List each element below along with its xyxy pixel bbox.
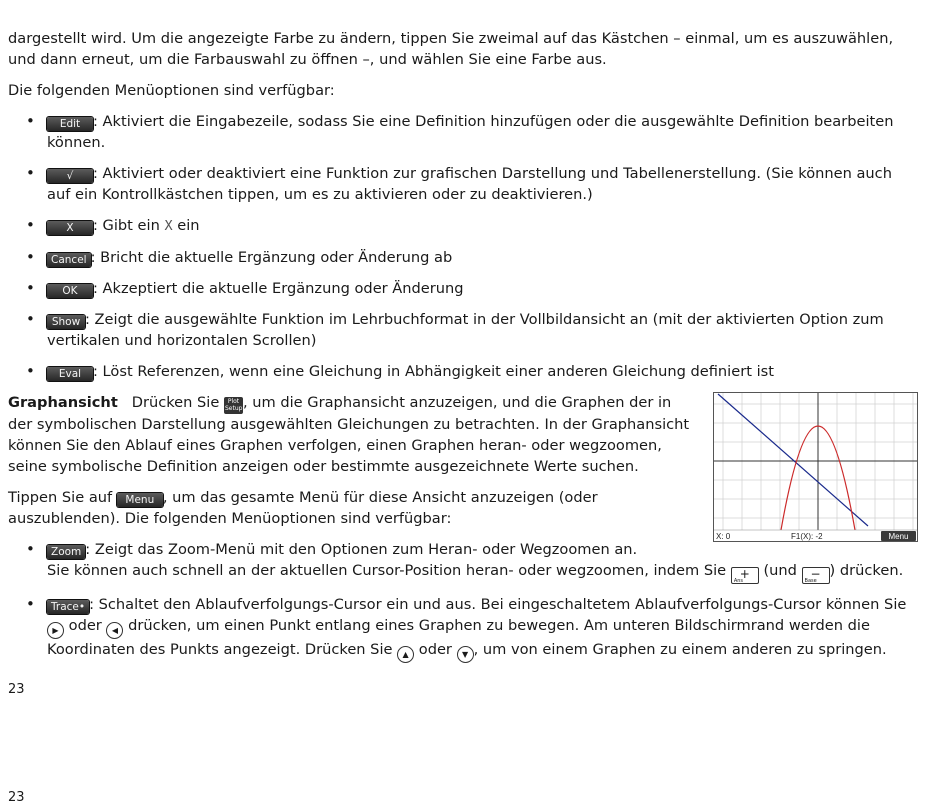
graph-p1-after: , um die Graphansicht anzuzeigen, und die Graphen der in der symbolischen Darstellung ausgewählten Gleichungen zu betrachten. In der Graphansicht können Sie den Ablauf eines Graphen verfolgen, einen Graphen heran- oder wegzoomen, seine symbolische Definition anzeigen oder bestimmte ausgezeichnete Werte suchen.	[8, 394, 690, 475]
trace-text-2: oder	[64, 617, 107, 634]
x-key[interactable]: X	[47, 221, 93, 235]
list-item	[8, 163, 918, 205]
document-page	[8, 28, 918, 673]
graph-p2-after: , um das gesamte Menü für diese Ansicht anzuzeigen (oder auszublenden). Die folgenden Menüoptionen sind verfügbar:	[8, 489, 598, 527]
page-number-footer: 23	[8, 790, 25, 805]
zoom-key[interactable]: Zoom	[47, 545, 85, 559]
screen-menu-label: Menu	[888, 532, 909, 541]
screen-x-label: X: 0	[716, 532, 731, 541]
menu-key[interactable]: Menu	[117, 493, 163, 507]
mono-x: X	[164, 218, 173, 234]
plus-key-label: +	[739, 567, 750, 581]
list-item	[8, 215, 918, 237]
trace-text-3: drücken, um einen Punkt entlang eines Graphen zu bewegen. Am unteren Bildschirmrand werden die Koordinaten des Punkts angezeigt. Drücken Sie	[47, 617, 870, 658]
left-arrow-icon[interactable]: ◀	[106, 622, 123, 639]
graph-menu-list	[8, 539, 918, 663]
page-number: 23	[8, 682, 25, 697]
item-text: : Aktiviert die Eingabezeile, sodass Sie eine Definition hinzufügen oder die ausgewählte Definition bearbeiten können.	[47, 113, 894, 151]
plot-key-bottom: Setup	[224, 405, 243, 412]
item-text-after: ein	[172, 217, 200, 234]
list-item	[8, 247, 918, 268]
trace-key[interactable]: Trace•	[47, 600, 89, 614]
graph-section	[8, 392, 918, 541]
down-arrow-icon[interactable]: ▼	[457, 646, 474, 663]
intro-line-1: dargestellt wird. Um die angezeigte Farbe zu ändern, tippen Sie zweimal auf das Kästchen – einmal, um es auszuwählen,	[8, 30, 894, 47]
list-item	[8, 111, 918, 153]
item-text: : Löst Referenzen, wenn eine Gleichung in Abhängigkeit einer anderen Gleichung definiert ist	[93, 363, 774, 380]
trace-text-1: : Schaltet den Ablaufverfolgungs-Cursor ein und aus. Bei eingeschaltetem Ablaufverfolgungs-Cursor können Sie	[89, 596, 907, 613]
zoom-between: (und	[758, 562, 802, 579]
list-item	[8, 594, 918, 663]
list-item	[8, 309, 918, 351]
plus-key-icon[interactable]	[731, 567, 759, 584]
show-key[interactable]: Show	[47, 315, 85, 329]
item-text: : Akzeptiert die aktuelle Ergänzung oder Änderung	[93, 280, 464, 297]
cancel-key[interactable]: Cancel	[47, 253, 91, 267]
zoom-after: ) drücken.	[829, 562, 904, 579]
list-item	[8, 361, 918, 382]
check-key[interactable]: √	[47, 169, 93, 183]
plot-key-icon[interactable]	[224, 397, 243, 414]
trace-text-4: oder	[414, 641, 457, 658]
zoom-line-1: : Zeigt das Zoom-Menü mit den Optionen zum Heran- oder Wegzoomen an.	[85, 541, 638, 558]
graph-p1-before: Drücken Sie	[131, 394, 224, 411]
item-text: : Zeigt die ausgewählte Funktion im Lehrbuchformat in der Vollbildansicht an (mit der aktivierten Option zum vertikalen und horizontalen Scrollen)	[47, 311, 884, 349]
intro-line-2: und dann erneut, um die Farbauswahl zu öffnen –, und wählen Sie eine Farbe aus.	[8, 51, 607, 68]
list-item	[8, 539, 918, 584]
item-text: : Aktiviert oder deaktiviert eine Funktion zur grafischen Darstellung und Tabellenerstellung. (Sie können auch auf ein Kontrollkästchen tippen, um es zu aktivieren oder zu deaktivieren.)	[47, 165, 892, 203]
item-text: : Gibt ein	[93, 217, 165, 234]
zoom-line-2: Sie können auch schnell an der aktuellen Cursor-Position heran- oder wegzoomen, indem Sie	[47, 562, 731, 579]
edit-key[interactable]: Edit	[47, 117, 93, 131]
minus-key-icon[interactable]	[802, 567, 830, 584]
menu-intro: Die folgenden Menüoptionen sind verfügbar:	[8, 82, 335, 99]
graph-text	[8, 392, 698, 529]
right-arrow-icon[interactable]: ▶	[47, 622, 64, 639]
section-heading: Graphansicht	[8, 394, 118, 411]
list-item	[8, 278, 918, 299]
eval-key[interactable]: Eval	[47, 367, 93, 381]
graph-p2-before: Tippen Sie auf	[8, 489, 117, 506]
minus-key-sub: Base	[804, 578, 817, 584]
plot-key-top: Plot	[227, 398, 240, 405]
screen-f-label: F1(X): -2	[791, 532, 823, 541]
symbolic-menu-list	[8, 111, 918, 382]
minus-key-label: −	[810, 567, 821, 581]
graph-screenshot	[713, 392, 918, 542]
screen-frame	[714, 393, 918, 542]
trace-text-5: , um von einem Graphen zu einem anderen zu springen.	[473, 641, 887, 658]
item-text: : Bricht die aktuelle Ergänzung oder Änderung ab	[90, 249, 453, 266]
graph-paragraph-2	[8, 487, 698, 529]
ok-key[interactable]: OK	[47, 284, 93, 298]
up-arrow-icon[interactable]: ▲	[397, 646, 414, 663]
plus-key-sub: Ans	[733, 578, 744, 584]
graph-paragraph-1	[8, 392, 698, 477]
